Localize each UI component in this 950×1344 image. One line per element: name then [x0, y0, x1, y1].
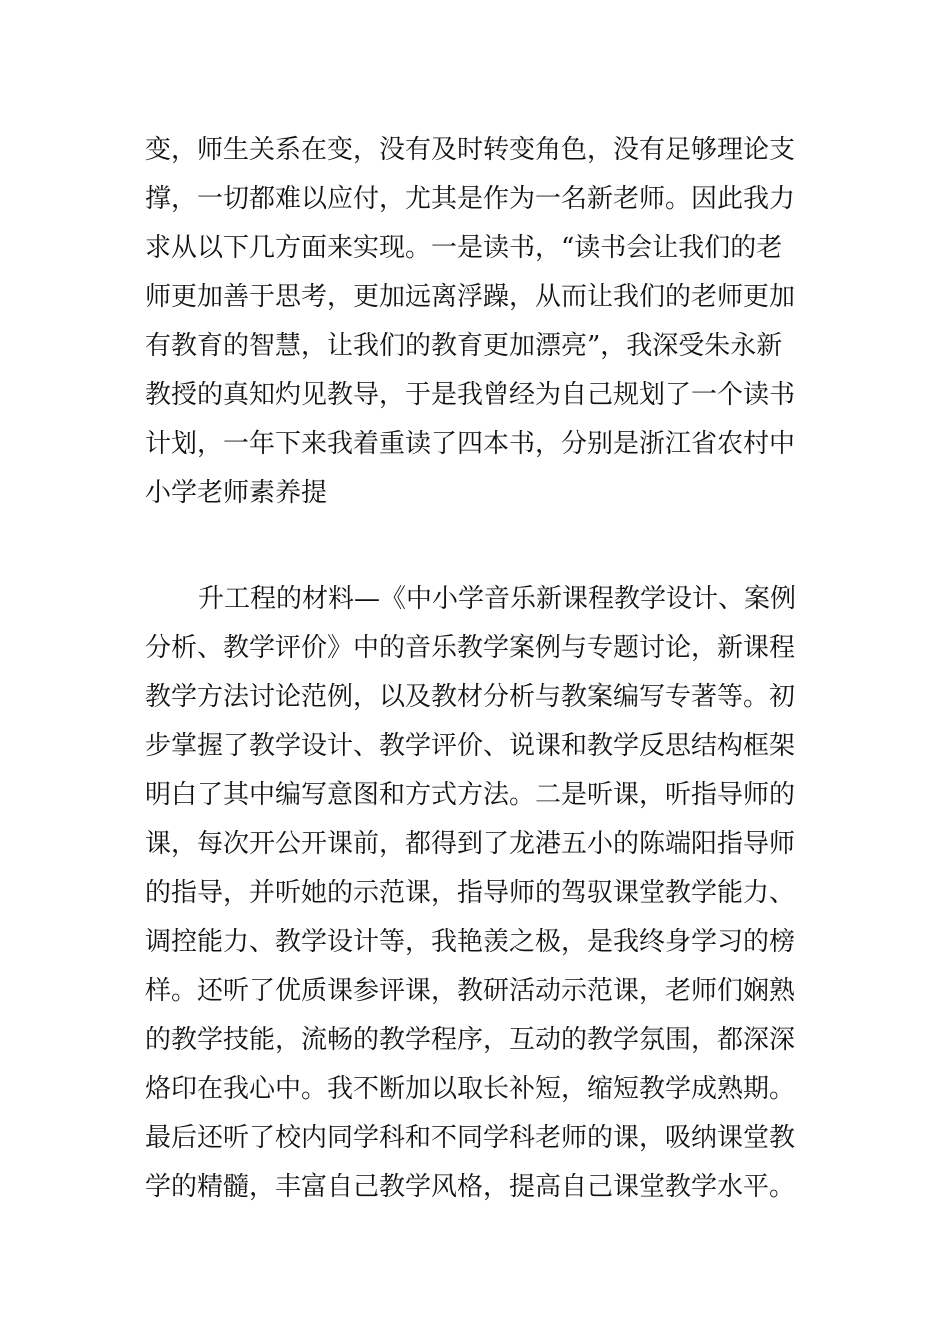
paragraph-line: 小学老师素养提	[145, 478, 328, 508]
paragraph-line: 升工程的材料—《中小学音乐新课程教学设计、案例	[198, 584, 797, 614]
paragraph-line: 师更加善于思考，更加远离浮躁，从而让我们的老师更加	[145, 282, 796, 312]
paragraph-line: 明白了其中编写意图和方式方法。二是听课，听指导师的	[145, 780, 796, 810]
paragraph-line: 最后还听了校内同学科和不同学科老师的课，吸纳课堂教	[145, 1123, 796, 1153]
paragraph-line: 烙印在我心中。我不断加以取长补短，缩短教学成熟期。	[145, 1074, 796, 1104]
paragraph-line: 样。还听了优质课参评课，教研活动示范课，老师们娴熟	[145, 976, 796, 1006]
paragraph-line: 分析、教学评价》中的音乐教学案例与专题讨论，新课程	[145, 633, 796, 663]
paragraph-line: 步掌握了教学设计、教学评价、说课和教学反思结构框架	[145, 731, 796, 761]
paragraph-line: 教学方法讨论范例，以及教材分析与教案编写专著等。初	[145, 682, 796, 712]
paragraph-line: 学的精髓，丰富自己教学风格，提高自己课堂教学水平。	[145, 1172, 796, 1202]
paragraph-line: 的教学技能，流畅的教学程序，互动的教学氛围，都深深	[145, 1025, 796, 1055]
paragraph-line: 教授的真知灼见教导，于是我曾经为自己规划了一个读书	[145, 380, 796, 410]
paragraph-2	[145, 575, 825, 1212]
paragraph-line: 变，师生关系在变，没有及时转变角色，没有足够理论支	[145, 135, 796, 165]
paragraph-line: 撑，一切都难以应付，尤其是作为一名新老师。因此我力	[145, 184, 796, 214]
paragraph-line: 求从以下几方面来实现。一是读书，“读书会让我们的老	[145, 233, 783, 263]
paragraph-1	[145, 126, 825, 518]
paragraph-line: 的指导，并听她的示范课，指导师的驾驭课堂教学能力、	[145, 878, 796, 908]
paragraph-line: 调控能力、教学设计等，我艳羡之极，是我终身学习的榜	[145, 927, 796, 957]
paragraph-line: 有教育的智慧，让我们的教育更加漂亮”，我深受朱永新	[145, 331, 783, 361]
paragraph-line: 课，每次开公开课前，都得到了龙港五小的陈端阳指导师	[145, 829, 796, 859]
paragraph-line: 计划，一年下来我着重读了四本书，分别是浙江省农村中	[145, 429, 796, 459]
